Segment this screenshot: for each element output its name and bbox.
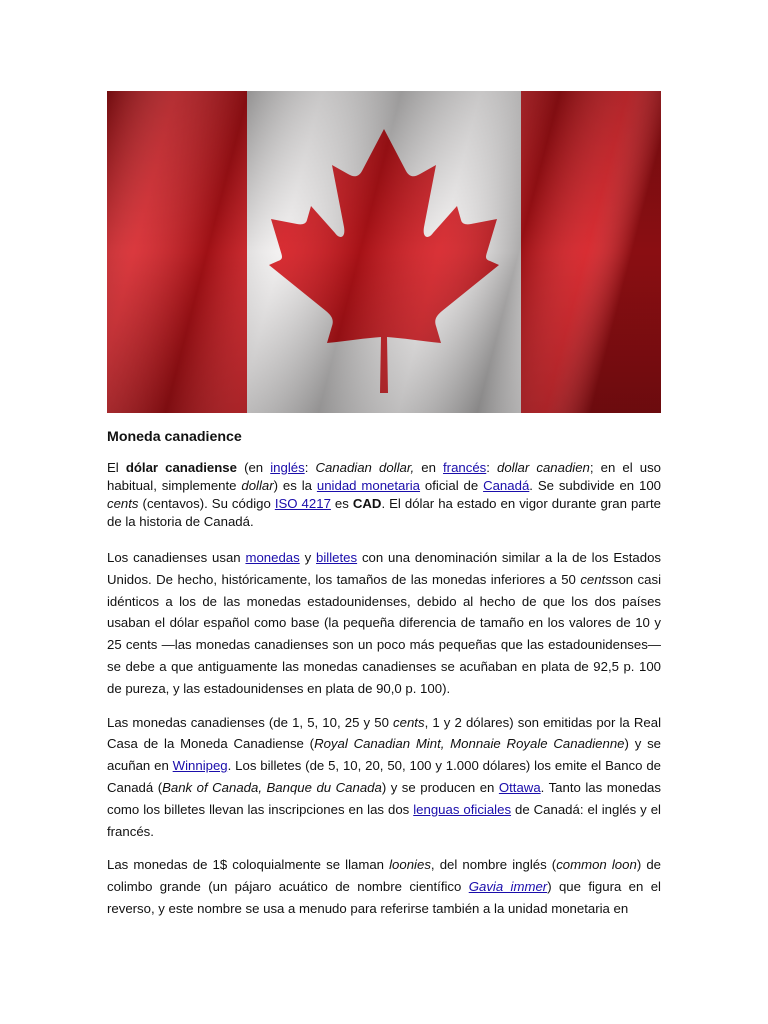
text: . Tanto las monedas como los billetes llevan las inscripciones en las dos — [107, 779, 661, 817]
italic-text: common loon — [556, 857, 637, 873]
link-monedas[interactable]: monedas — [245, 550, 300, 565]
text: ) es la — [273, 478, 317, 493]
text: : — [304, 460, 316, 475]
link-billetes[interactable]: billetes — [316, 550, 358, 565]
text: es — [330, 496, 353, 511]
text: . El dólar ha estado en vigor durante gran parte de la historia de Canadá. — [107, 496, 662, 529]
link-canada[interactable]: Canadá — [483, 478, 530, 493]
text: . Los billetes (de 5, 10, 20, 50, 100 y 1.000 dólares) los emite el Banco de Canadá ( — [107, 758, 662, 795]
paragraph-2 — [107, 547, 661, 700]
italic-link-text: Gavia immer — [468, 879, 548, 895]
link-ingles[interactable]: inglés — [270, 460, 305, 475]
text: (centavos). Su código — [138, 496, 275, 511]
paragraph-4 — [107, 854, 661, 919]
text: , 1 y 2 dólares) son emitidas por la Real Casa de la Moneda Canadiense ( — [107, 714, 662, 752]
link-ottawa[interactable]: Ottawa — [498, 779, 541, 795]
bold-text: CAD — [352, 496, 382, 511]
text: ; en el uso habitual, simplemente — [107, 460, 662, 493]
italic-text: loonies — [389, 857, 431, 873]
text: y — [299, 550, 317, 565]
italic-text: dollar — [241, 478, 274, 493]
text: ) y se acuñan en — [107, 736, 661, 774]
paragraph-1 — [107, 459, 661, 531]
italic-text: Royal Canadian Mint, Monnaie Royale Canadienne — [314, 736, 625, 752]
text: Las monedas de 1$ coloquialmente se llaman — [107, 857, 390, 873]
text: oficial de — [420, 478, 484, 493]
text: ) y se producen en — [381, 779, 499, 795]
link-lenguas-oficiales[interactable]: lenguas oficiales — [413, 801, 512, 817]
canada-flag-image — [107, 91, 661, 413]
text: . Se subdivide en 100 — [529, 478, 661, 493]
text: Las monedas canadienses (de 1, 5, 10, 25 y 50 — [107, 714, 394, 730]
paragraph-3 — [107, 712, 661, 843]
italic-text: dollar canadien — [497, 460, 590, 475]
italic-text: Canadian dollar, — [315, 460, 415, 475]
text: , del nombre inglés ( — [430, 857, 557, 873]
link-iso-4217[interactable]: ISO 4217 — [274, 496, 331, 511]
text: en — [414, 460, 444, 475]
text: El — [107, 460, 126, 475]
bold-text: dólar canadiense — [125, 460, 237, 475]
text: con una denominación similar a la de los Estados Unidos. De hecho, históricamente, los tamaños de las monedas inferiores a 50 — [107, 550, 661, 587]
italic-text: Bank of Canada, Banque du Canada — [162, 779, 382, 795]
text: ) que figura en el reverso, y este nombre se usa a menudo para referirse también a la unidad monetaria en — [107, 879, 661, 916]
link-gavia-immer[interactable] — [469, 879, 547, 894]
text: (en — [236, 460, 271, 475]
text: : — [486, 460, 498, 475]
italic-text: cents — [580, 571, 612, 587]
page-title: Moneda canadience — [107, 429, 242, 445]
link-unidad-monetaria[interactable]: unidad monetaria — [316, 478, 421, 493]
link-frances[interactable]: francés — [443, 460, 487, 475]
text: Los canadienses usan — [107, 550, 246, 565]
text: ) de colimbo grande (un pájaro acuático de nombre científico — [107, 857, 662, 895]
link-winnipeg[interactable]: Winnipeg — [172, 758, 228, 774]
article-body — [107, 428, 661, 932]
italic-text: cents — [393, 714, 425, 730]
italic-text: cents — [107, 496, 139, 511]
text: son casi idénticos a los de las monedas estadounidenses, debido al hecho de que los dos países usaban el dólar español como base (la pequeña diferencia de tamaño en los valores de 10 y 25 cents —las monedas canadienses son un poco más pequeñas que las estadounidenses—se debe a que antiguamente las monedas canadienses se acuñaban en plata de 92,5 p. 100 de pureza, y las estadounidenses en plata de 90,0 p. 100). — [107, 571, 661, 696]
text: de Canadá: el inglés y el francés. — [107, 801, 661, 839]
